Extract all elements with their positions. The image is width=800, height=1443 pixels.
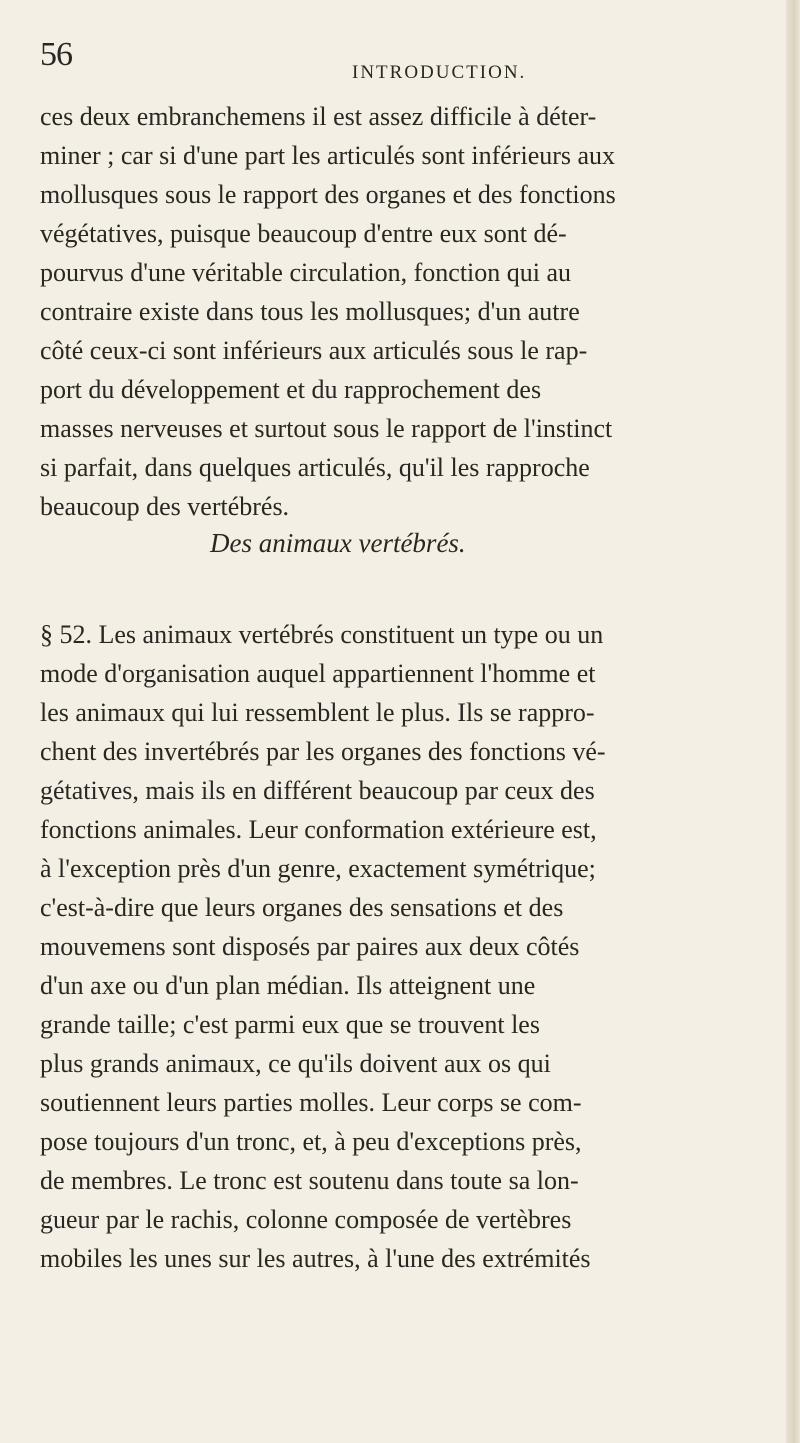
text-line: mollusques sous le rapport des organes et des fonctions — [40, 180, 616, 209]
text-line: végétatives, puisque beaucoup d'entre eux sont dé- — [40, 219, 567, 248]
page-header — [40, 38, 760, 90]
text-line: chent des invertébrés par les organes des fonctions vé- — [40, 737, 606, 766]
text-line: beaucoup des vertébrés. — [40, 492, 290, 521]
text-line: contraire existe dans tous les mollusques; d'un autre — [40, 297, 580, 326]
running-title: INTRODUCTION. — [352, 62, 527, 83]
text-line: mode d'organisation auquel appartiennent l'homme et — [40, 659, 596, 688]
text-line: mouvemens sont disposés par paires aux deux côtés — [40, 932, 580, 961]
text-line: pose toujours d'un tronc, et, à peu d'exceptions près, — [40, 1127, 582, 1156]
text-line: de membres. Le tronc est soutenu dans toute sa lon- — [40, 1166, 579, 1195]
page-edge — [786, 0, 800, 1443]
text-line: mobiles les unes sur les autres, à l'une des extrémités — [40, 1244, 591, 1273]
text-line: soutiennent leurs parties molles. Leur corps se com- — [40, 1088, 582, 1117]
text-line: port du développement et du rapprochement des — [40, 375, 542, 404]
text-line: gétatives, mais ils en différent beaucoup par ceux des — [40, 776, 595, 805]
section-heading: Des animaux vertébrés. — [210, 528, 466, 558]
text-line: les animaux qui lui ressemblent le plus. Ils se rappro- — [40, 698, 595, 727]
text-line: pourvus d'une véritable circulation, fonction qui au — [40, 258, 572, 287]
text-line: ces deux embranchemens il est assez difficile à déter- — [40, 102, 597, 131]
text-line: masses nerveuses et surtout sous le rapport de l'instinct — [40, 414, 613, 443]
text-line: miner ; car si d'une part les articulés sont inférieurs aux — [40, 141, 616, 170]
text-line: c'est-à-dire que leurs organes des sensations et des — [40, 893, 564, 922]
text-line: si parfait, dans quelques articulés, qu'il les rapproche — [40, 453, 590, 482]
text-line: gueur par le rachis, colonne composée de vertèbres — [40, 1205, 572, 1234]
text-line: plus grands animaux, ce qu'ils doivent aux os qui — [40, 1049, 551, 1078]
text-line: d'un axe ou d'un plan médian. Ils atteignent une — [40, 971, 536, 1000]
text-line: grande taille; c'est parmi eux que se trouvent les — [40, 1010, 540, 1039]
text-line: § 52. Les animaux vertébrés constituent un type ou un — [40, 620, 604, 649]
text-line: à l'exception près d'un genre, exactement symétrique; — [40, 854, 596, 883]
text-line: fonctions animales. Leur conformation extérieure est, — [40, 815, 597, 844]
text-line: côté ceux-ci sont inférieurs aux articulés sous le rap- — [40, 336, 588, 365]
page-number: 56 — [40, 36, 72, 73]
